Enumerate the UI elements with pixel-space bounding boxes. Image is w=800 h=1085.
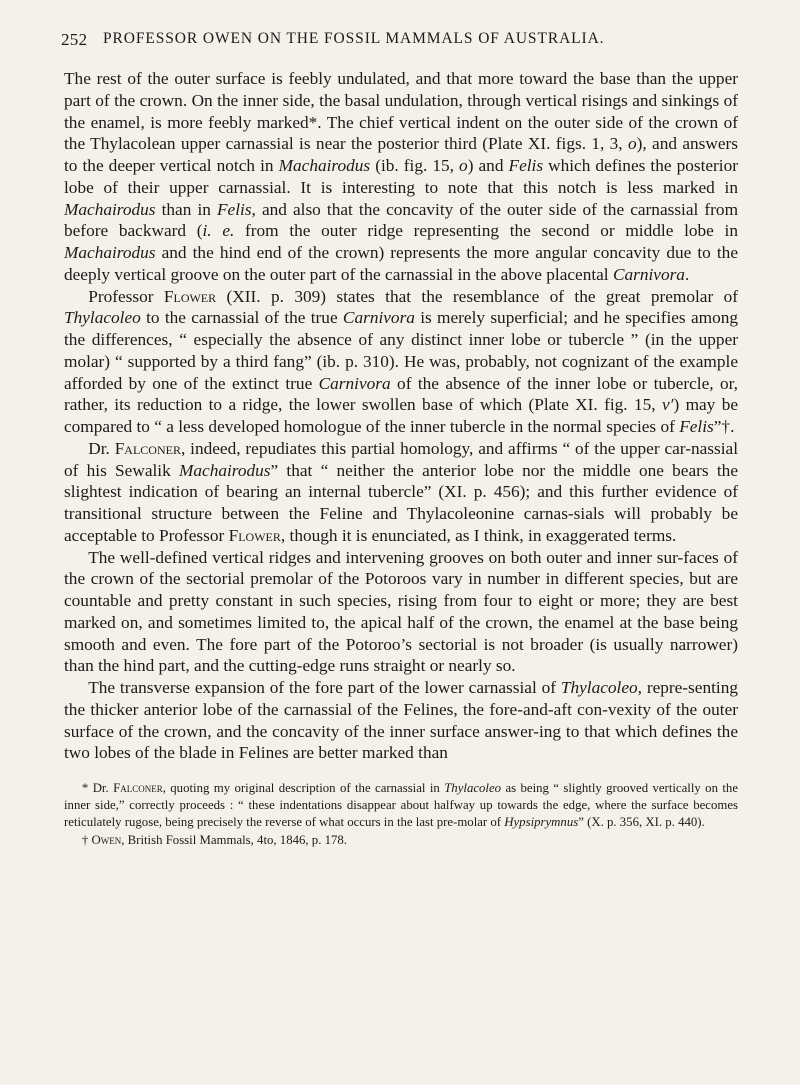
italic-term: Felis xyxy=(508,156,544,175)
page xyxy=(61,30,739,849)
paragraph xyxy=(64,547,738,678)
italic-term: Thylacoleo xyxy=(64,308,141,328)
author-name: Falconer xyxy=(113,781,163,795)
text-run: The well-defined vertical ridges and intervening grooves on both outer and inner sur-faces of the crown of the sectorial premolar of the Potoroos vary in number in different species, but are countable and pretty constant in such species, rising from four to eight or more; they are best marked on, and sometimes limited to, the apical half of the crown, the enamel at the base being smooth and even. The fore part of the Potoroo’s sectorial is not broader (is usually narrower) than the hind part, and the cutting-edge runs straight or nearly so. xyxy=(64,547,738,676)
footnotes xyxy=(64,780,738,849)
text-run: Professor xyxy=(88,286,164,306)
text-run: * Dr. xyxy=(81,781,114,795)
text-run: † xyxy=(81,832,92,847)
text-run: ), and answers to the deeper vertical notch in xyxy=(64,134,738,175)
italic-term: v′ xyxy=(661,395,674,415)
italic-term: Machairodus xyxy=(64,243,156,262)
italic-term: Felis xyxy=(679,417,714,436)
text-run: which defines the posterior lobe of their upper carnassial. It is interesting to note that this notch is less marked in xyxy=(64,156,738,197)
text-run: ”†. xyxy=(713,417,735,436)
text-run: , though it is enunciated, as I think, in exaggerated terms. xyxy=(280,525,677,545)
text-run: of the absence of the inner lobe or tubercle, or, rather, its reduction to a ridge, the lower swollen base of which (Plate XI. fig. 15, xyxy=(64,373,738,415)
paragraph xyxy=(64,438,738,547)
italic-term: o xyxy=(627,134,637,154)
italic-term: Machairodus xyxy=(278,156,371,175)
italic-term: Carnivora xyxy=(612,264,685,284)
text-run: , indeed, repudiates this partial homology, and affirms “ of the upper car-nassial of his Sewalik xyxy=(64,438,739,480)
text-run: (XII. p. 309) states that the resemblance of the great premolar of xyxy=(216,286,738,306)
author-name: Flower xyxy=(228,525,281,545)
text-run: , British Fossil Mammals, 4to, 1846, p. 178. xyxy=(121,832,347,847)
paragraph xyxy=(64,68,738,286)
page-number: 252 xyxy=(61,30,88,49)
author-name: Owen xyxy=(91,832,122,847)
text-run: from the outer ridge representing the second or middle lobe in xyxy=(234,221,738,241)
text-run: as being “ slightly grooved vertically on the inner side,” correctly proceeds : “ these indentations disappear about halfway up towards the edge, where the surface becomes reticulately rugose, being precisely the reverse of what occurs in the last pre-molar of xyxy=(64,781,738,830)
text-run: ” that “ neither the anterior lobe nor the middle one bears the slightest indication of bearing an internal tubercle” (XI. p. 456); and this further evidence of transitional structure between the Feline and Thylacoleonine carnas-sials will probably be acceptable to Professor xyxy=(64,460,738,545)
text-run: is merely superficial; and he specifies among the differences, “ especially the absence of any distinct inner lobe or tubercle ” (in the upper molar) “ supported by a third fang” (ib. p. 310). He was, probably, not cognizant of the example afforded by one of the extinct true xyxy=(64,308,738,393)
text-run: , repre-senting the thicker anterior lobe of the carnassial of the Felines, the fore-and-aft con-vexity of the outer surface of the crown, and the concavity of the inner surface answer-ing to that which defines the two lobes of the blade in Felines are better marked than xyxy=(64,678,738,763)
text-run: ” (X. p. 356, XI. p. 440). xyxy=(578,815,705,830)
author-name: Falconer xyxy=(114,438,181,458)
italic-term: o xyxy=(459,156,468,175)
text-run: , and also that the concavity of the outer side of the carnassial from before backward ( xyxy=(64,199,739,241)
text-run: . xyxy=(684,264,690,284)
paragraph xyxy=(64,677,738,764)
text-run: to the carnassial of the true xyxy=(140,308,343,328)
body-text xyxy=(64,68,738,764)
text-run: ) may be compared to “ a less developed homologue of the inner tubercle in the normal species of xyxy=(64,395,739,436)
running-title: PROFESSOR OWEN ON THE FOSSIL MAMMALS OF AUSTRALIA. xyxy=(103,30,605,47)
text-run: The rest of the outer surface is feebly undulated, and that more toward the base than the upper part of the crown. On the inner side, the basal undulation, through vertical risings and sinkings of the enamel, is more feebly marked*. The chief vertical indent on the outer side of the crown of the Thylacolean upper carnassial is near the posterior third (Plate XI. figs. 1, 3, xyxy=(64,69,738,154)
text-run: and the hind end of the crown) represents the more angular concavity due to the deeply vertical groove on the outer part of the carnassial in the above placental xyxy=(64,243,738,284)
italic-term: Thylacoleo xyxy=(560,678,638,697)
paragraph xyxy=(64,286,738,438)
footnote xyxy=(64,832,738,849)
italic-term: Machairodus xyxy=(178,460,271,480)
running-head xyxy=(61,30,738,52)
author-name: Flower xyxy=(163,286,217,306)
italic-term: Hypsiprymnus xyxy=(504,815,579,830)
footnote xyxy=(64,780,738,832)
italic-term: Carnivora xyxy=(342,308,415,328)
text-run: The transverse expansion of the fore part of the lower carnassial of xyxy=(88,678,561,697)
italic-term: Felis xyxy=(216,199,252,219)
italic-term: Thylacoleo xyxy=(444,781,502,795)
italic-term: i. e. xyxy=(202,221,235,241)
italic-term: Carnivora xyxy=(318,373,391,393)
text-run: Dr. xyxy=(88,438,115,458)
text-run: (ib. fig. 15, xyxy=(370,156,460,175)
text-run: ) and xyxy=(467,156,509,175)
text-run: than in xyxy=(155,199,217,219)
text-run: , quoting my original description of the carnassial in xyxy=(162,781,445,795)
italic-term: Machairodus xyxy=(64,199,156,219)
